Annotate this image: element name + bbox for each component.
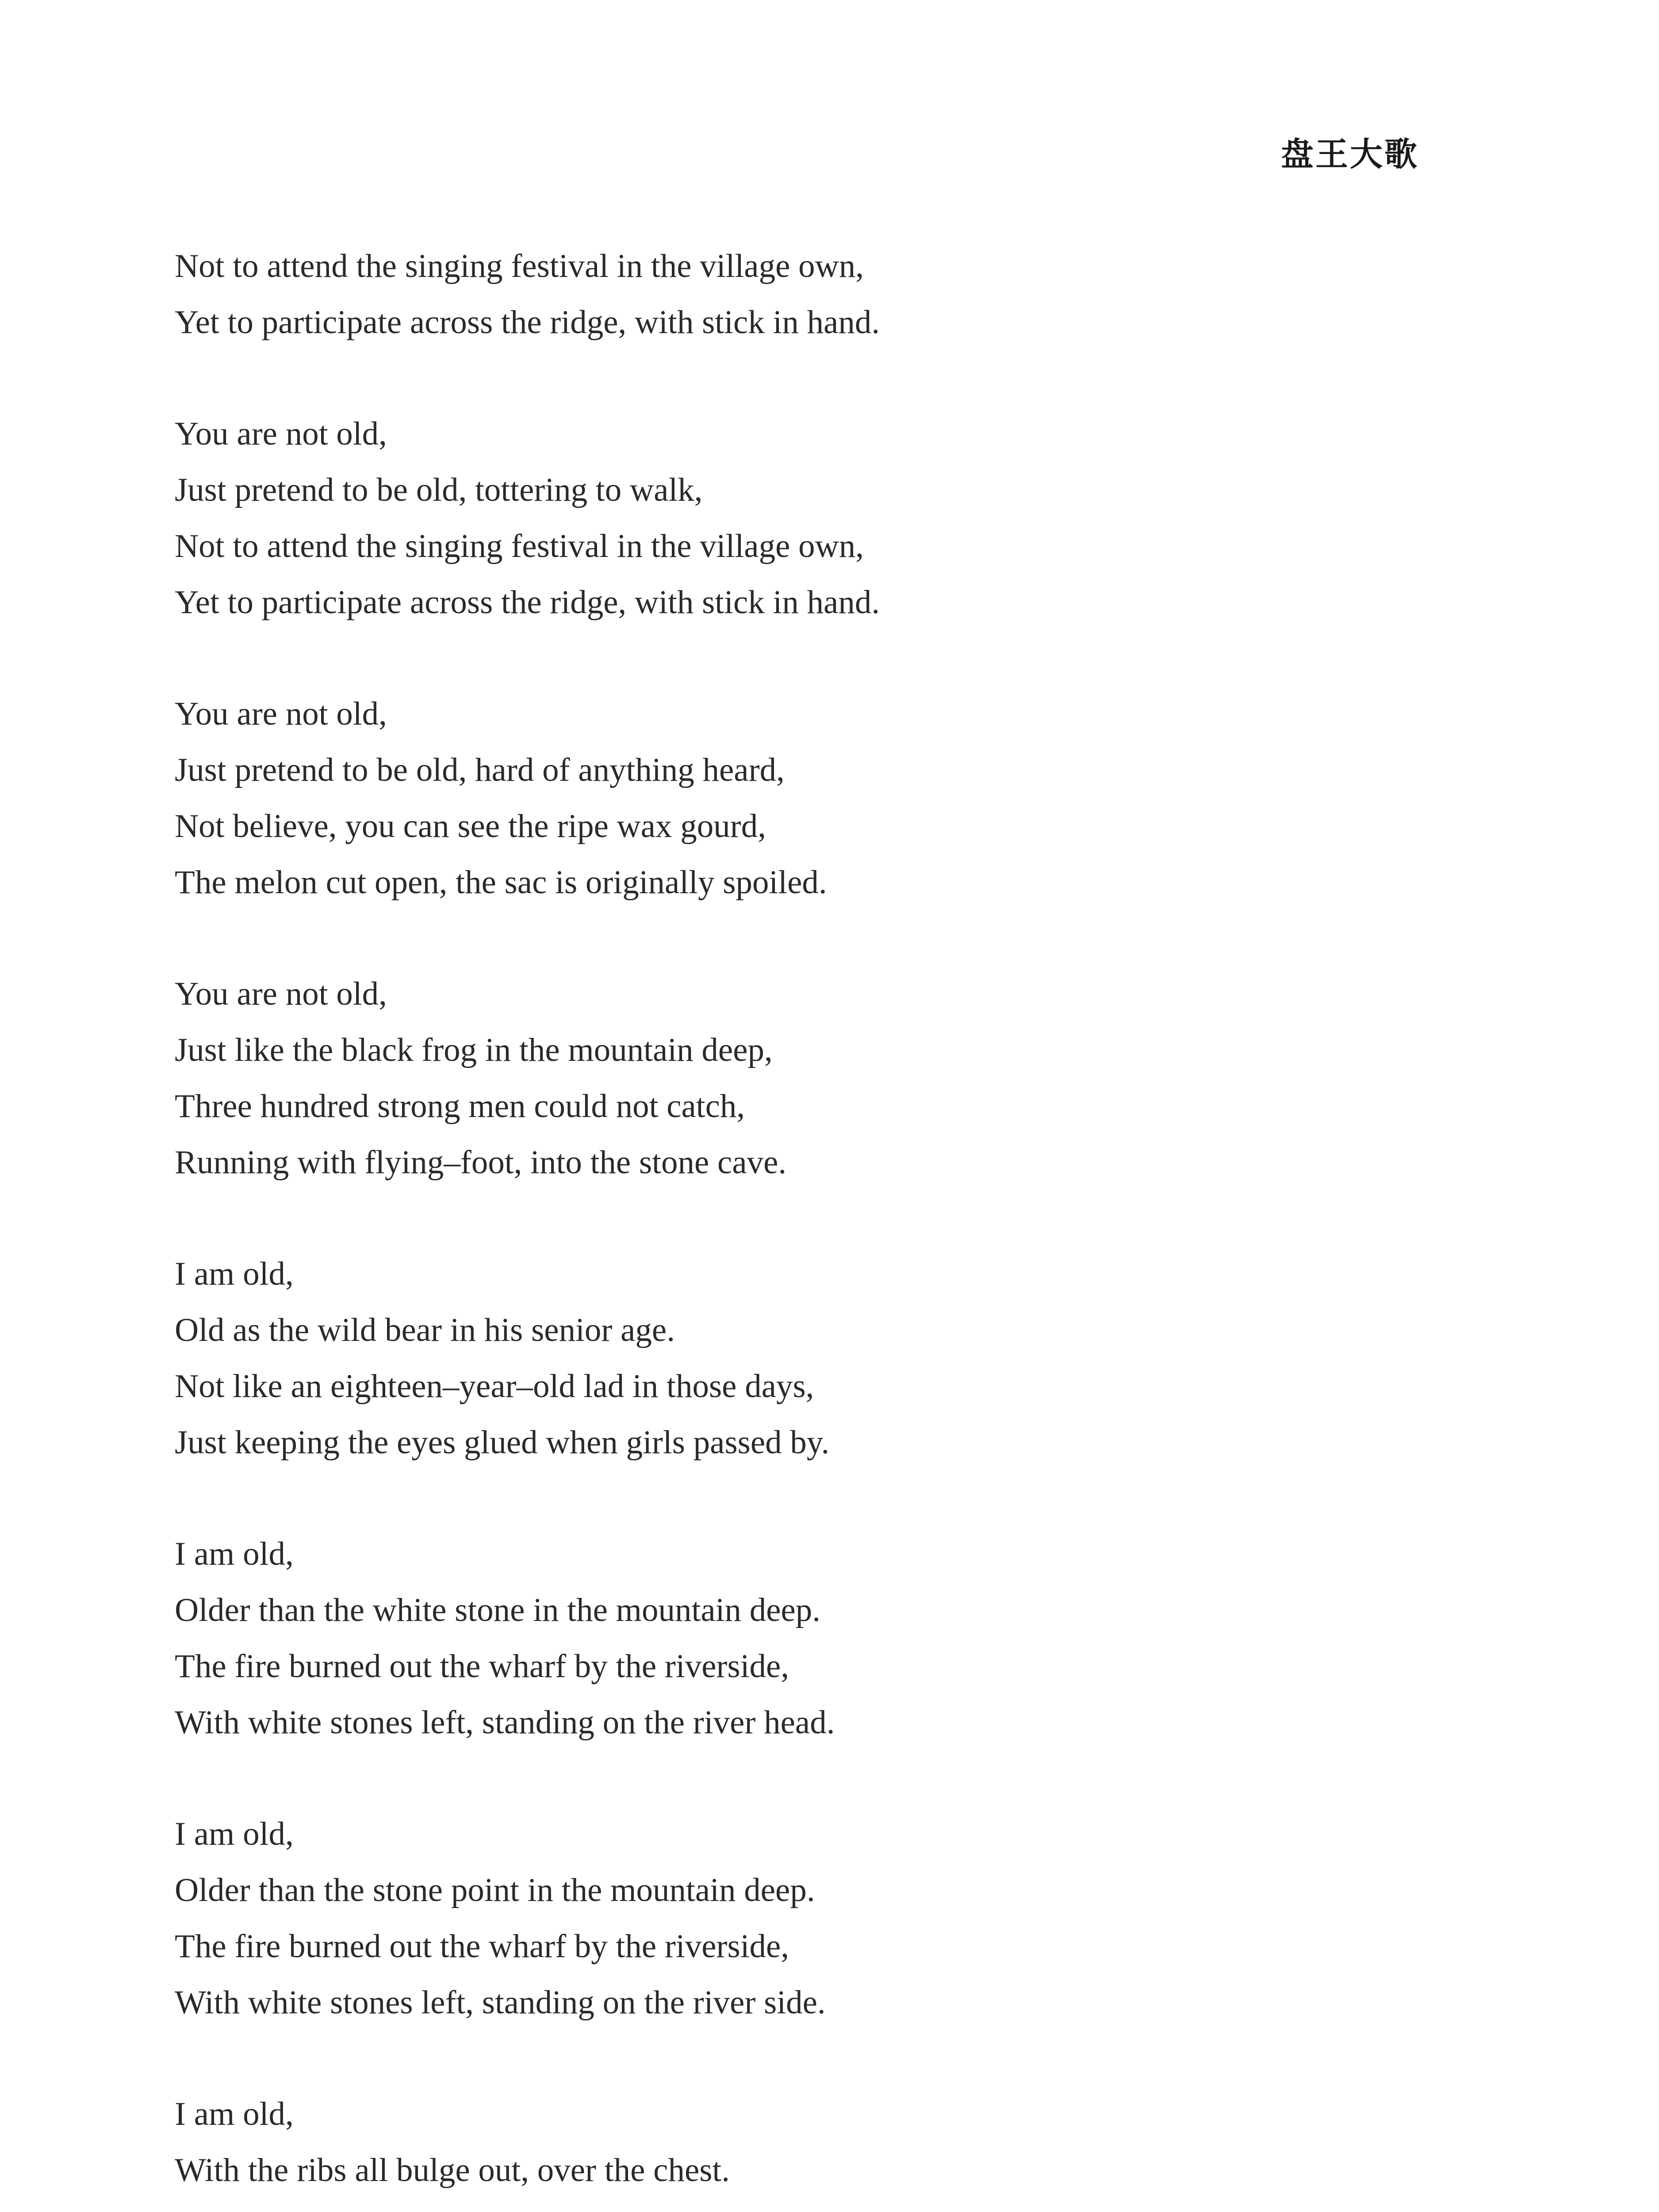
poem-line: I am old, <box>175 2096 294 2132</box>
poem-line: The fire burned out the wharf by the riverside, <box>175 1928 789 1965</box>
poem-line: Not to attend the singing festival in the village own, <box>175 528 864 565</box>
poem-line: I am old, <box>175 1256 294 1292</box>
poem-line: I am old, <box>175 1536 294 1572</box>
poem-line: Not believe, you can see the ripe wax gourd, <box>175 808 766 845</box>
poem-line: I am old, <box>175 1816 294 1852</box>
poem-line: Just pretend to be old, hard of anything heard, <box>175 752 785 788</box>
poem-line: Not to attend the singing festival in the village own, <box>175 248 864 284</box>
stanza <box>175 1806 1479 2031</box>
poem-line: With white stones left, standing on the river head. <box>175 1704 835 1741</box>
stanza <box>175 2086 1479 2198</box>
poem-line: Just like the black frog in the mountain deep, <box>175 1032 773 1068</box>
poem-line: Yet to participate across the ridge, with stick in hand. <box>175 584 880 621</box>
stanza <box>175 1526 1479 1751</box>
poem-line: Just keeping the eyes glued when girls passed by. <box>175 1424 830 1461</box>
page-header-title: 盘王大歌 <box>1281 135 1419 173</box>
stanza <box>175 406 1479 630</box>
poem-line: The melon cut open, the sac is originally spoiled. <box>175 864 827 901</box>
poem-line: Old as the wild bear in his senior age. <box>175 1312 675 1348</box>
poem-body <box>175 238 1479 2212</box>
poem-line: Three hundred strong men could not catch, <box>175 1088 745 1125</box>
stanza <box>175 686 1479 910</box>
poem-line: Older than the stone point in the mountain deep. <box>175 1872 815 1909</box>
stanza <box>175 1246 1479 1471</box>
stanza <box>175 238 1479 350</box>
poem-line: With the ribs all bulge out, over the chest. <box>175 2152 730 2189</box>
poem-line: Just pretend to be old, tottering to walk, <box>175 472 703 508</box>
poem-line: You are not old, <box>175 415 387 452</box>
poem-line: Running with flying–foot, into the stone cave. <box>175 1144 787 1181</box>
poem-line: You are not old, <box>175 975 387 1012</box>
poem-line: Yet to participate across the ridge, with stick in hand. <box>175 304 880 341</box>
poem-line: Not like an eighteen–year–old lad in those days, <box>175 1368 814 1405</box>
poem-line: You are not old, <box>175 695 387 732</box>
stanza <box>175 966 1479 1190</box>
poem-line: With white stones left, standing on the river side. <box>175 1984 826 2021</box>
poem-line: Older than the white stone in the mountain deep. <box>175 1592 821 1628</box>
poem-line: The fire burned out the wharf by the riverside, <box>175 1648 789 1685</box>
